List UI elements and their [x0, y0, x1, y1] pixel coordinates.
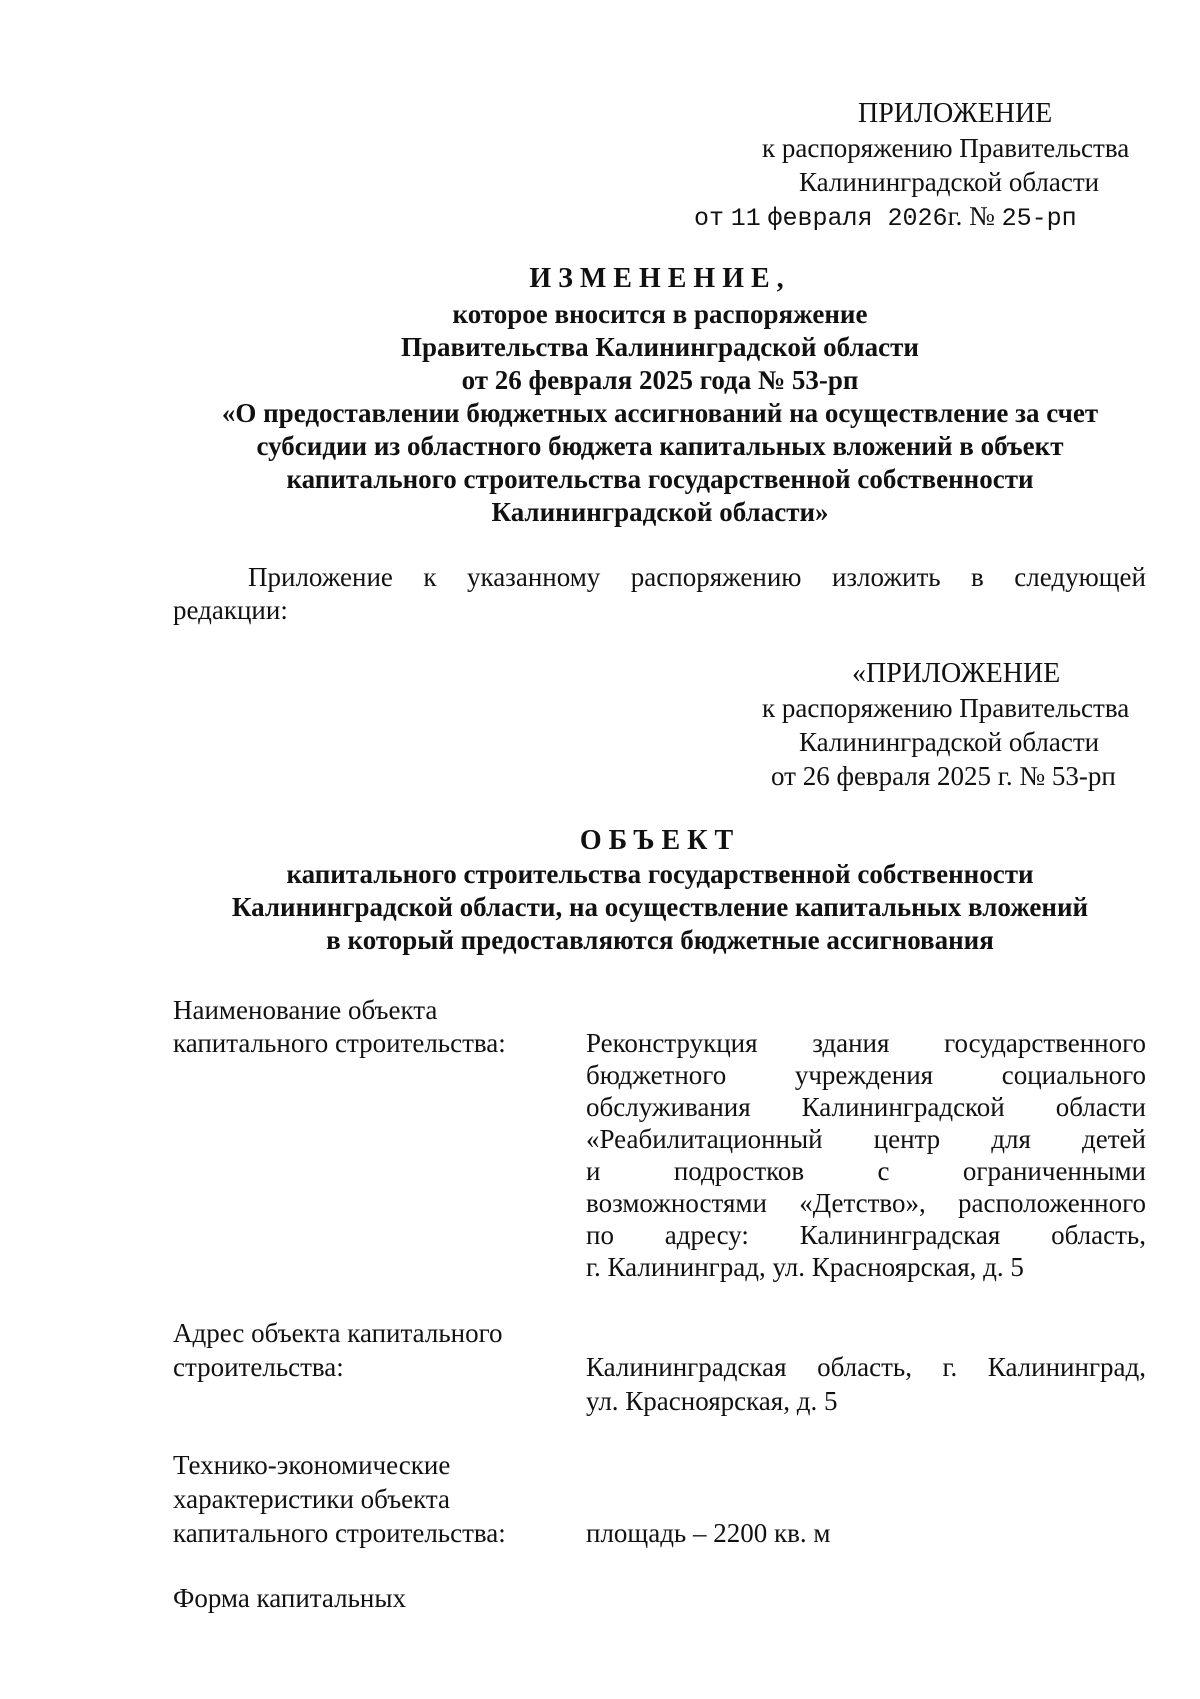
field-tech-value: площадь – 2200 кв. м [586, 1518, 831, 1548]
attachment-title: ПРИЛОЖЕНИЕ [858, 98, 1053, 129]
instruction-line1: Приложение к указанному распоряжению изложить в следующей [248, 562, 1146, 592]
change-subheading [0, 298, 1200, 529]
object-subheading-line: капитального строительства государственной собственности [286, 859, 1034, 889]
field-name-value-line: возможностями «Детство», расположенного [586, 1188, 1146, 1218]
field-tech-label-line1: Технико-экономические [173, 1450, 451, 1480]
field-name-value [586, 1027, 1146, 1283]
field-tech-label-line3: капитального строительства: [173, 1518, 506, 1548]
field-form-label-line1: Форма капитальных [173, 1583, 407, 1613]
change-title: ИЗМЕНЕНИЕ, [529, 263, 791, 294]
object-subheading-line: в который предоставляются бюджетные ассигнования [326, 925, 994, 955]
object-subheading-line: Калининградской области, на осуществление капитальных вложений [231, 892, 1089, 922]
object-title: ОБЪЕКТ [579, 825, 741, 856]
field-address-label-line2: строительства: [173, 1352, 344, 1382]
change-subheading-line: Калининградской области» [491, 497, 829, 527]
change-subheading-line: которое вносится в распоряжение [452, 299, 868, 329]
field-name-value-line: бюджетного учреждения социального [586, 1060, 1146, 1090]
field-address-value-line1: Калининградская область, г. Калининград, [586, 1352, 1146, 1382]
inner-attachment-title: «ПРИЛОЖЕНИЕ [852, 658, 1061, 689]
field-tech-label-line2: характеристики объекта [173, 1484, 451, 1514]
field-address-value-line2: ул. Красноярская, д. 5 [586, 1386, 838, 1416]
field-name-value-line: обслуживания Калининградской области [586, 1092, 1146, 1122]
field-address-label-line1: Адрес объекта капитального [173, 1318, 503, 1348]
document-number: 25-рп [1001, 204, 1077, 233]
attachment-subtitle-line2: Калининградской области [799, 167, 1100, 197]
change-subheading-line: «О предоставлении бюджетных ассигнований на осуществление за счет [221, 398, 1099, 428]
inner-attachment-line3: от 26 февраля 2025 г. № 53-рп [771, 761, 1116, 791]
field-name-label-line2: капитального строительства: [173, 1028, 506, 1058]
date-prefix: от [694, 204, 725, 233]
field-name-label-line1: Наименование объекта [173, 995, 438, 1025]
field-name-value-line: Реконструкция здания государственного [586, 1028, 1146, 1058]
field-name-value-line: «Реабилитационный центр для детей [586, 1124, 1146, 1154]
object-subheading [0, 858, 1200, 957]
change-heading [0, 263, 1200, 295]
date-day: 11 [730, 204, 761, 233]
field-name-value-line: по адресу: Калининградская область, [586, 1220, 1146, 1250]
field-name-value-line: г. Калининград, ул. Красноярская, д. 5 [586, 1252, 1024, 1282]
change-subheading-line: субсидии из областного бюджета капитальных вложений в объект [256, 431, 1064, 461]
attachment-subtitle-line1: к распоряжению Правительства [762, 133, 1130, 163]
attachment-date-line [694, 200, 1077, 235]
object-heading [0, 825, 1200, 857]
instruction-line2: редакции: [173, 595, 288, 625]
inner-attachment-line1: к распоряжению Правительства [762, 693, 1130, 723]
date-month-year: февраля 2026 [767, 204, 948, 233]
change-subheading-line: Правительства Калининградской области [401, 332, 919, 362]
change-subheading-line: от 26 февраля 2025 года № 53-рп [461, 365, 859, 395]
change-subheading-line: капитального строительства государственной собственности [286, 464, 1034, 494]
field-name-value-line: и подростков с ограниченными [586, 1156, 1146, 1186]
inner-attachment-line2: Калининградской области [799, 727, 1100, 757]
date-suffix: г. № [947, 201, 995, 231]
